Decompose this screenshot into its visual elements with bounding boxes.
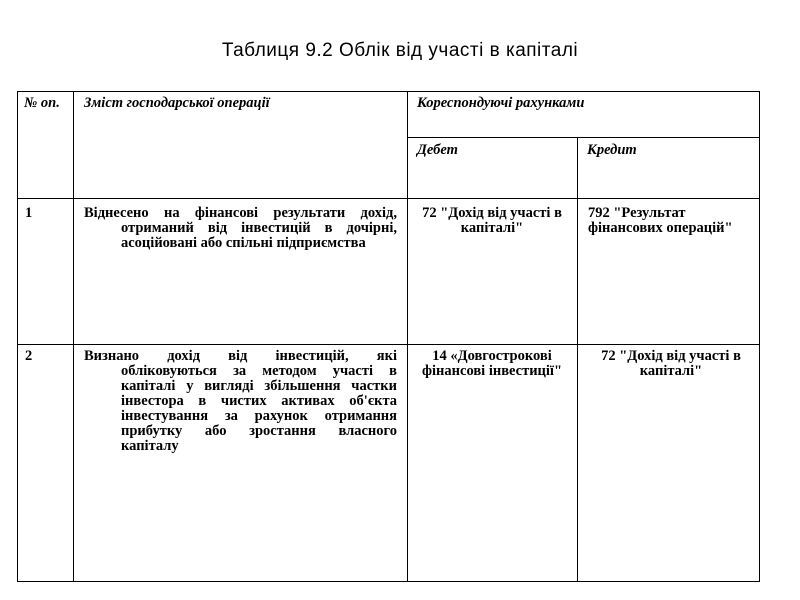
header-number: № оп. — [24, 95, 60, 111]
table-title: Таблиця 9.2 Облік від участі в капіталі — [221, 40, 579, 61]
table-border-bottom — [17, 581, 760, 582]
row-2-debit: 14 «Довгострокові фінансові інвестиції" — [421, 348, 563, 379]
header-correspondence: Кореспондуючі рахунками — [417, 95, 585, 111]
header-divider — [407, 137, 760, 138]
table-border-top — [17, 91, 760, 92]
table-border-left — [17, 91, 18, 582]
row-1-number: 1 — [25, 205, 33, 221]
row-1-debit: 72 "Дохід від участі в капіталі" — [422, 205, 562, 236]
row-2-number: 2 — [25, 348, 33, 364]
header-content: Зміст господарської операції — [84, 95, 270, 111]
header-credit: Кредит — [587, 142, 637, 158]
row-1-credit: 792 "Результат фінансових операцій" — [588, 205, 733, 236]
column-divider-3 — [577, 137, 578, 582]
accounting-table — [17, 91, 760, 582]
table-border-right — [759, 91, 760, 582]
column-divider-2 — [407, 91, 408, 582]
row-1-content: Віднесено на фінансові результати дохід, отриманий від інвестицій в дочірні, асоційовані або спільні підприємства — [84, 205, 397, 251]
column-divider-1 — [73, 91, 74, 582]
row-2-content: Визнано дохід від інвестицій, які обліковуються за методом участі в капіталі у вигляді збільшення частки інвестора в чистих активах об'єкта інвестування за рахунок отримання прибутку або зростання власного капіталу — [84, 348, 397, 454]
row-divider — [17, 344, 760, 345]
header-debit: Дебет — [417, 142, 458, 158]
row-2-credit: 72 "Дохід від участі в капіталі" — [601, 348, 741, 379]
header-bottom-line — [17, 198, 760, 199]
